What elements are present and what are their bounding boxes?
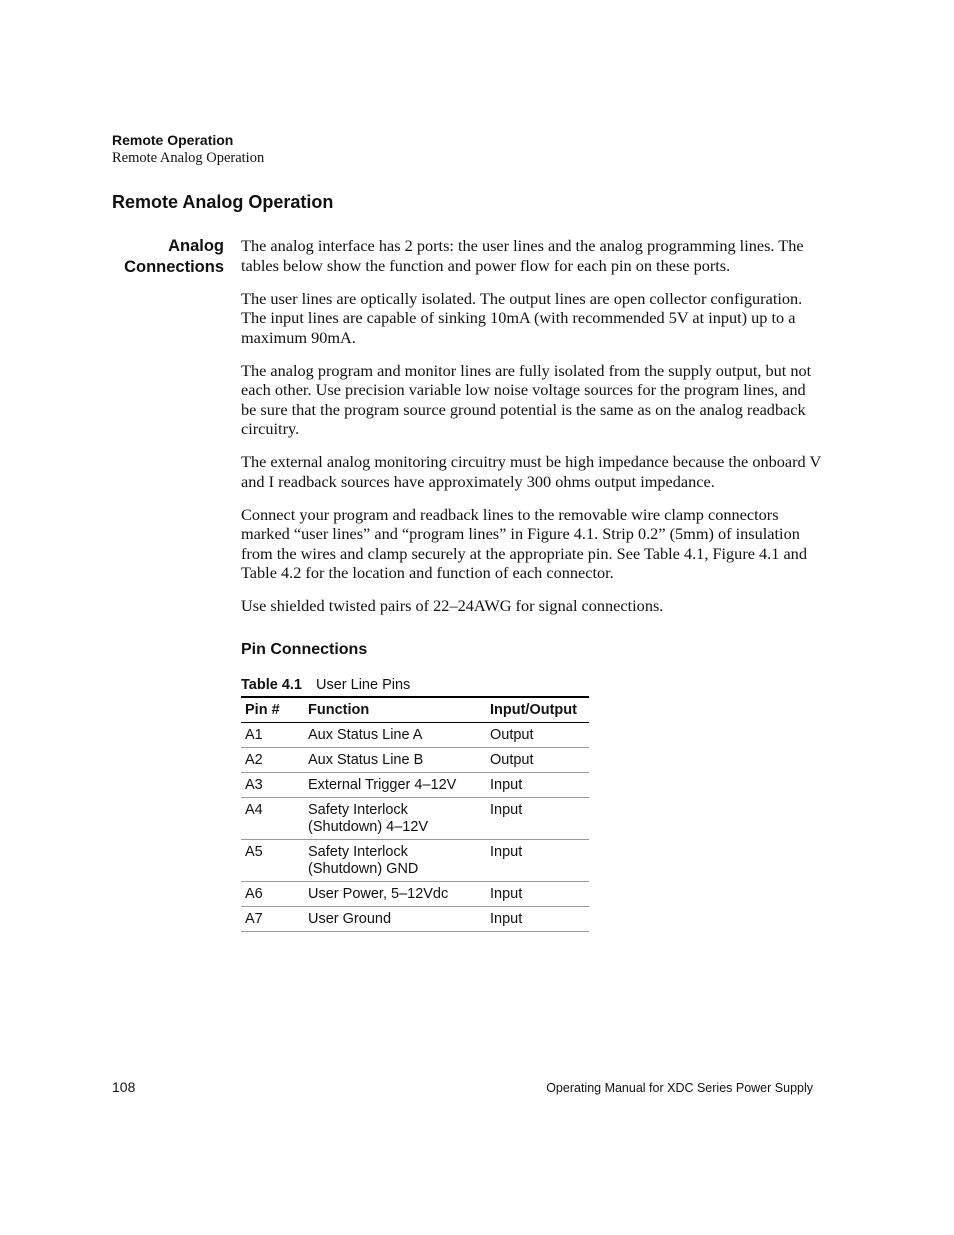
running-header xyxy=(112,131,264,167)
cell-function xyxy=(304,840,486,882)
side-heading-line-2: Connections xyxy=(124,258,224,276)
side-heading-line-1: Analog xyxy=(168,237,224,255)
cell-function xyxy=(304,882,486,907)
cell-pin: A1 xyxy=(241,723,304,748)
running-header-section: Remote Analog Operation xyxy=(112,150,265,166)
column-header-pin: Pin # xyxy=(241,697,304,723)
cell-function xyxy=(304,723,486,748)
cell-io: Input xyxy=(486,882,589,907)
cell-io: Output xyxy=(486,723,589,748)
table-caption-number: Table 4.1 xyxy=(241,677,302,693)
cell-function xyxy=(304,907,486,932)
side-heading xyxy=(100,236,224,278)
cell-io: Output xyxy=(486,748,589,773)
cell-function xyxy=(304,798,486,840)
table-row xyxy=(241,798,589,840)
table-row xyxy=(241,773,589,798)
cell-pin: A6 xyxy=(241,882,304,907)
cell-pin: A5 xyxy=(241,840,304,882)
cell-function xyxy=(304,773,486,798)
page-number: 108 xyxy=(112,1079,136,1095)
table-header-row xyxy=(241,697,589,723)
cell-function-line-2: (Shutdown) 4–12V xyxy=(308,819,429,835)
manual-title-footer: Operating Manual for XDC Series Power Supply xyxy=(546,1081,813,1095)
table-row xyxy=(241,882,589,907)
paragraph-4: The external analog monitoring circuitry must be high impedance because the onboard V and I readback sources have approximately 300 ohms output impedance. xyxy=(241,452,821,491)
user-line-pins-table xyxy=(241,696,589,932)
cell-io: Input xyxy=(486,907,589,932)
table-caption-title: User Line Pins xyxy=(315,677,411,693)
cell-function-line-2: (Shutdown) GND xyxy=(308,861,419,877)
cell-function-line-1: Safety Interlock xyxy=(308,802,408,818)
column-header-io: Input/Output xyxy=(486,697,589,723)
cell-function-line-1: User Ground xyxy=(308,911,392,927)
cell-function-line-1: Aux Status Line A xyxy=(308,727,423,743)
pin-connections-heading: Pin Connections xyxy=(241,641,368,658)
section-title: Remote Analog Operation xyxy=(112,192,334,212)
paragraph-2: The user lines are optically isolated. The output lines are open collector configuration. The input lines are capable of sinking 10mA (with recommended 5V at input) up to a maximum 90mA. xyxy=(241,288,803,347)
cell-io: Input xyxy=(486,773,589,798)
cell-pin: A4 xyxy=(241,798,304,840)
cell-function-line-1: External Trigger 4–12V xyxy=(308,777,457,793)
cell-function-line-1: Aux Status Line B xyxy=(308,752,424,768)
cell-io: Input xyxy=(486,798,589,840)
cell-pin: A3 xyxy=(241,773,304,798)
cell-function xyxy=(304,748,486,773)
body-text xyxy=(241,236,821,629)
paragraph-6: Use shielded twisted pairs of 22–24AWG for signal connections. xyxy=(241,596,664,615)
table-row xyxy=(241,840,589,882)
cell-io: Input xyxy=(486,840,589,882)
table-caption xyxy=(241,676,410,694)
paragraph-5: Connect your program and readback lines to the removable wire clamp connectors marked “user lines” and “program lines” in Figure 4.1. Strip 0.2” (5mm) of insulation from the wires and clamp securely at the appropriate pin. See Table 4.1, Figure 4.1 and Table 4.2 for the location and function of each connector. xyxy=(241,504,807,582)
paragraph-1: The analog interface has 2 ports: the user lines and the analog programming lines. The tables below show the function and power flow for each pin on these ports. xyxy=(241,236,804,275)
cell-pin: A7 xyxy=(241,907,304,932)
column-header-function: Function xyxy=(304,697,486,723)
table-row xyxy=(241,907,589,932)
running-header-chapter: Remote Operation xyxy=(112,132,234,148)
cell-pin: A2 xyxy=(241,748,304,773)
cell-function-line-1: User Power, 5–12Vdc xyxy=(308,886,449,902)
table-row xyxy=(241,748,589,773)
cell-function-line-1: Safety Interlock xyxy=(308,844,408,860)
paragraph-3: The analog program and monitor lines are fully isolated from the supply output, but not each other. Use precision variable low noise voltage sources for the program lines, and be sure that the program source ground potential is the same as on the analog readback circuitry. xyxy=(241,360,812,438)
table-row xyxy=(241,723,589,748)
